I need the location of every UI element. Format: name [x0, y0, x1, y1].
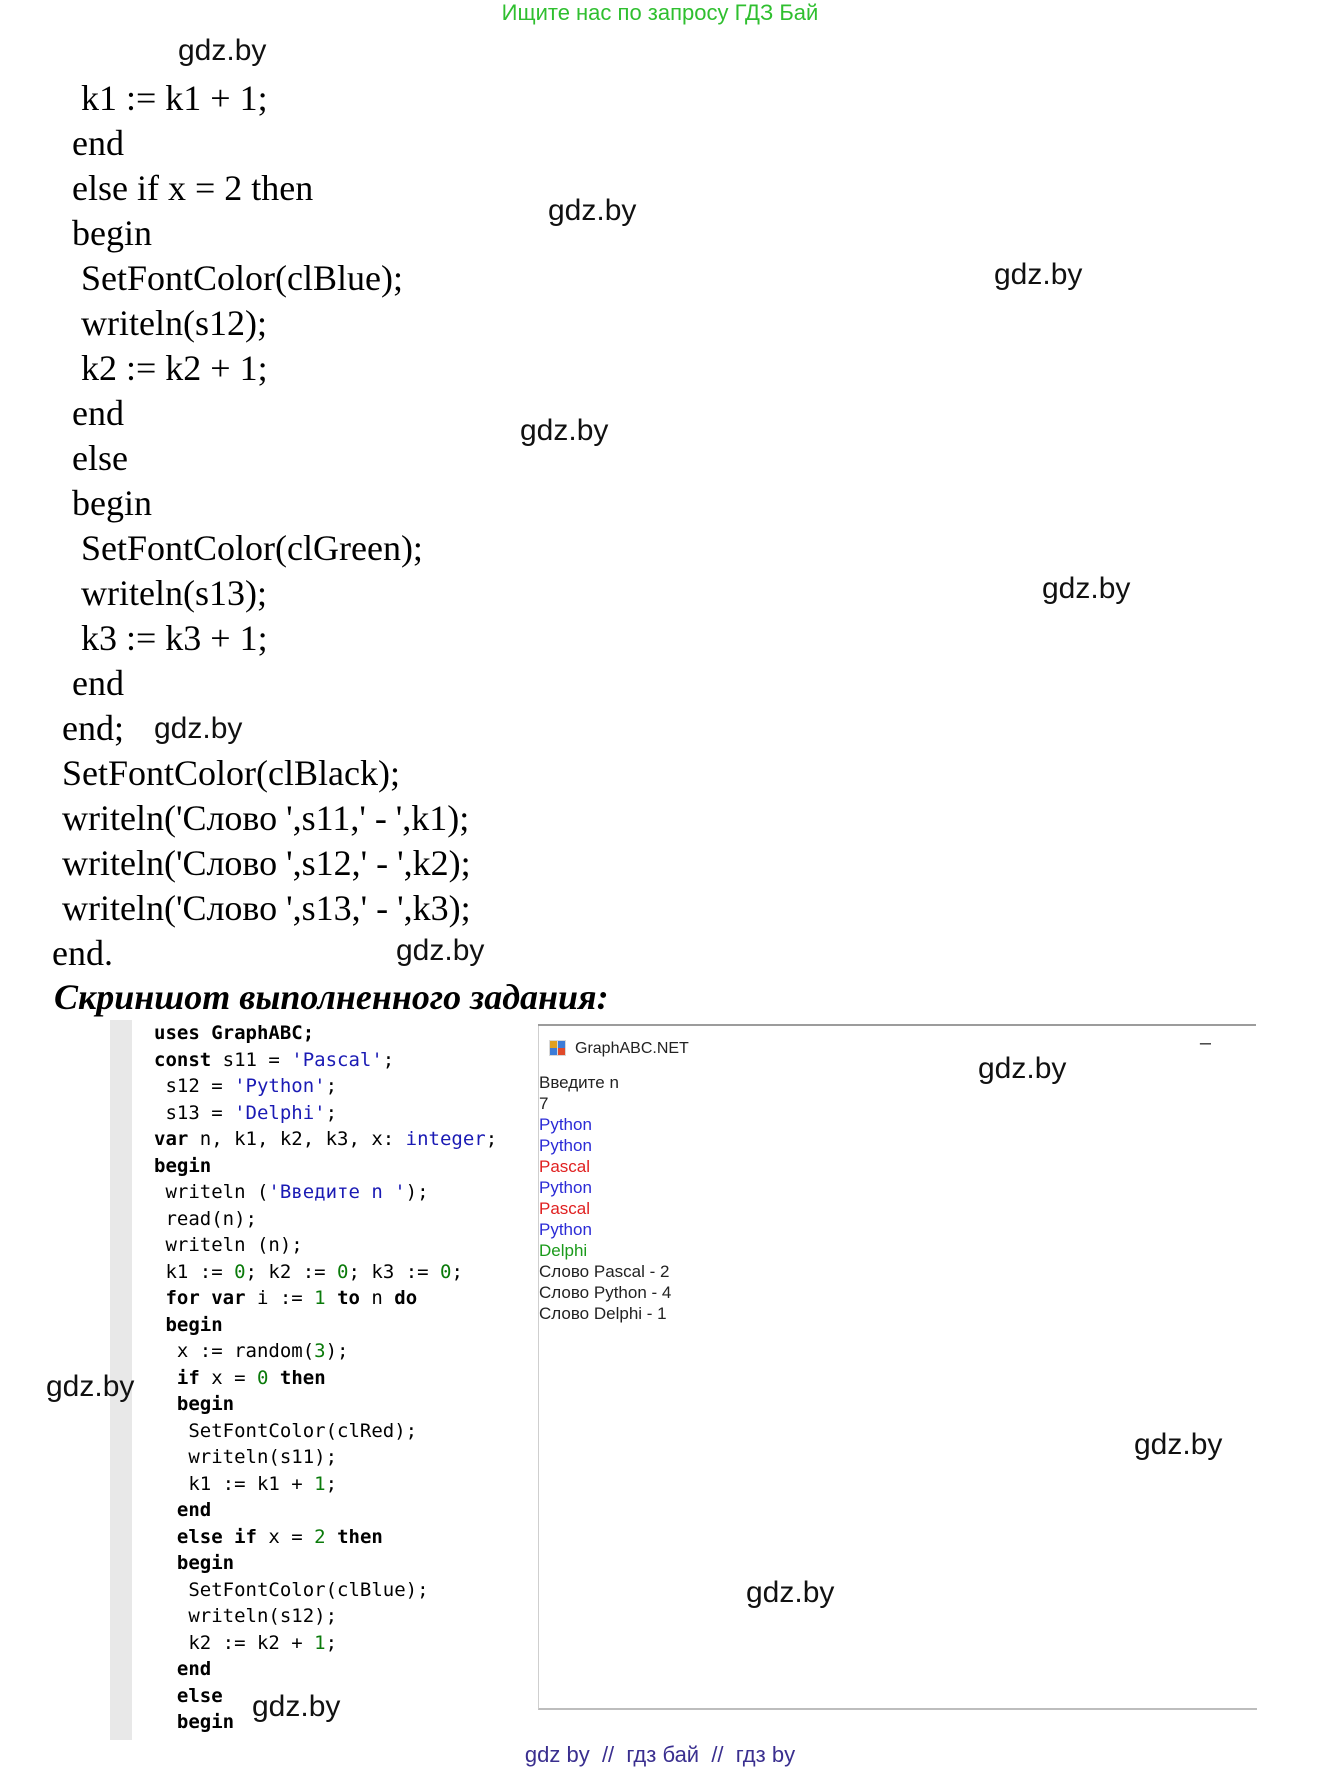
editor-line: writeln (n);: [154, 1234, 303, 1256]
output-line: Python: [539, 1115, 592, 1134]
code-line: SetFontColor(clGreen);: [72, 528, 423, 568]
watermark: gdz.by: [46, 1370, 135, 1403]
code-line: SetFontColor(clBlack);: [62, 753, 400, 793]
editor-line: var n, k1, k2, k3, x: integer;: [154, 1128, 498, 1150]
code-line: end: [72, 393, 124, 433]
editor-line: for var i := 1 to n do: [165, 1287, 418, 1309]
watermark: gdz.by: [1134, 1428, 1223, 1461]
watermark: gdz.by: [252, 1690, 341, 1723]
watermark: gdz.by: [154, 712, 243, 745]
code-line: else if x = 2 then: [72, 168, 314, 208]
editor-line: writeln(s12);: [154, 1605, 338, 1627]
editor-line: k1 := 0; k2 := 0; k3 := 0;: [154, 1260, 463, 1283]
editor-line: k1 := k1 + 1;: [154, 1472, 338, 1495]
editor-line: writeln(s11);: [154, 1446, 338, 1468]
code-line: writeln(s12);: [72, 303, 267, 343]
code-line: else: [72, 438, 128, 478]
editor-line: const s11 = 'Pascal';: [154, 1048, 395, 1071]
code-line: k3 := k3 + 1;: [72, 618, 268, 658]
code-line: writeln('Слово ',s11,' - ',k1);: [62, 798, 470, 838]
output-line: Pascal: [539, 1199, 591, 1218]
code-line: begin: [72, 213, 152, 253]
editor-line: SetFontColor(clRed);: [154, 1419, 418, 1442]
code-line: end;: [62, 708, 124, 748]
output-line: Слово Python - 4: [539, 1283, 672, 1302]
editor-line: uses GraphABC;: [154, 1022, 315, 1044]
editor-line: read(n);: [154, 1207, 257, 1230]
code-line: writeln('Слово ',s12,' - ',k2);: [62, 843, 471, 883]
code-line: k2 := k2 + 1;: [72, 348, 268, 388]
watermark: gdz.by: [994, 258, 1083, 291]
code-line: writeln(s13);: [72, 573, 267, 613]
editor-line: else if x = 2 then: [176, 1525, 383, 1548]
window-border: [538, 1024, 1256, 1026]
editor-line: end: [154, 1658, 212, 1680]
output-line: Python: [539, 1178, 592, 1197]
editor-line: begin: [154, 1313, 223, 1336]
output-line: Слово Pascal - 2: [539, 1262, 670, 1281]
watermark: gdz.by: [1042, 572, 1131, 605]
watermark: gdz.by: [746, 1576, 835, 1609]
editor-line: s12 = 'Python';: [154, 1075, 338, 1097]
output-line: Python: [539, 1136, 592, 1155]
editor-line: if x = 0 then: [176, 1366, 326, 1389]
editor-line: begin: [154, 1154, 212, 1177]
editor-line: begin: [154, 1711, 235, 1733]
minimize-button[interactable]: –: [1199, 1032, 1211, 1054]
editor-line: begin: [154, 1552, 235, 1574]
code-line: writeln('Слово ',s13,' - ',k3);: [62, 888, 471, 928]
graphabc-window: [538, 1024, 1257, 1710]
editor-line: writeln ('Введите n ');: [154, 1181, 429, 1203]
code-line: end.: [52, 933, 113, 973]
editor-line: s13 = 'Delphi';: [154, 1101, 338, 1124]
editor-line: else: [154, 1684, 223, 1707]
watermark: gdz.by: [978, 1052, 1067, 1085]
watermark: gdz.by: [520, 414, 609, 447]
code-line: k1 := k1 + 1;: [72, 78, 268, 118]
code-line: end: [72, 663, 124, 703]
output-line: Delphi: [539, 1241, 588, 1260]
watermark: gdz.by: [178, 34, 267, 67]
window-title: GraphABC.NET: [575, 1040, 689, 1057]
app-icon: [549, 1040, 566, 1056]
code-line: begin: [72, 483, 152, 523]
editor-line: SetFontColor(clBlue);: [154, 1578, 429, 1601]
watermark: gdz.by: [548, 194, 637, 227]
watermark: gdz.by: [396, 934, 485, 967]
editor-line: begin: [154, 1393, 235, 1415]
code-line: end: [72, 123, 124, 163]
output-line: Слово Delphi - 1: [539, 1304, 667, 1323]
code-line: SetFontColor(clBlue);: [72, 258, 403, 298]
code-editor-screenshot: [110, 1020, 562, 1740]
footer: gdz by // гдз бай // гдз by: [524, 1742, 796, 1767]
editor-line: x := random(3);: [154, 1340, 349, 1362]
output-line: 7: [539, 1094, 549, 1113]
top-banner: Ищите нас по запросу ГДЗ Бай: [501, 0, 819, 25]
editor-line: k2 := k2 + 1;: [154, 1631, 338, 1654]
editor-line: end: [154, 1499, 212, 1521]
output-line: Python: [539, 1220, 592, 1239]
output-line: Введите n: [539, 1073, 619, 1092]
screenshot-heading: Скриншот выполненного задания:: [54, 977, 609, 1017]
output-line: Pascal: [539, 1157, 591, 1176]
